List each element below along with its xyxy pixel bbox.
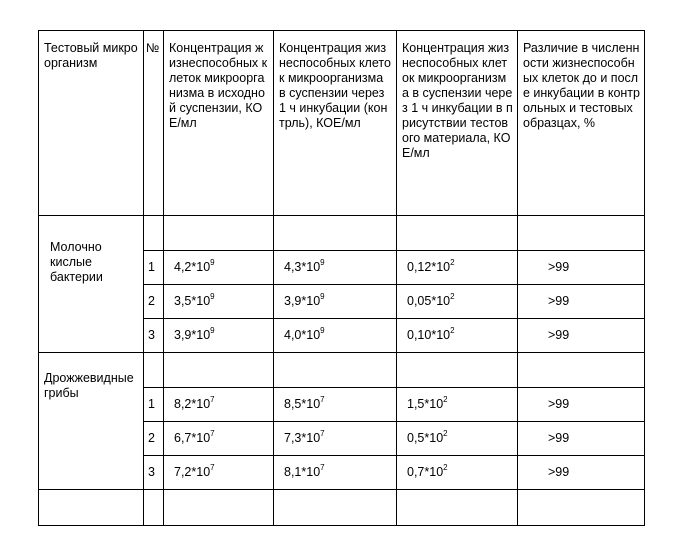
difference-value: >99 — [518, 388, 645, 422]
control-value: $3,9*10^9$ — [274, 285, 397, 319]
initial-value: $8,2*10^7$ — [164, 388, 274, 422]
row-number: 2 — [144, 285, 164, 319]
initial-value: $6,7*10^7$ — [164, 422, 274, 456]
header-test-concentration: Концентрация жизнеспособных клеток микроорганизма в суспензии через 1 ч инкубации в присутствии тестового материала, КОЕ/мл — [397, 31, 518, 216]
header-control-concentration: Концентрация жизнеспособных клеток микроорганизма в суспензии через 1 ч инкубации (контрль), КОЕ/мл — [274, 31, 397, 216]
difference-value: >99 — [518, 456, 645, 490]
group-name-cell — [39, 216, 144, 353]
header-row — [39, 31, 645, 216]
control-value: $4,3*10^9$ — [274, 251, 397, 285]
difference-value: >99 — [518, 422, 645, 456]
header-initial-concentration: Концентрация жизнеспособных клеток микроорганизма в исходной суспензии, КОЕ/мл — [164, 31, 274, 216]
table-bottom-spacer — [39, 490, 645, 526]
difference-value: >99 — [518, 285, 645, 319]
header-number: № — [144, 31, 164, 216]
control-value: $8,1*10^7$ — [274, 456, 397, 490]
row-number: 3 — [144, 456, 164, 490]
initial-value: $7,2*10^7$ — [164, 456, 274, 490]
row-number: 1 — [144, 388, 164, 422]
initial-value: $3,5*10^9$ — [164, 285, 274, 319]
test-value: $0,10*10^2$ — [397, 319, 518, 353]
control-value: $8,5*10^7$ — [274, 388, 397, 422]
difference-value: >99 — [518, 251, 645, 285]
group-spacer — [39, 353, 645, 388]
group-name: Молочно кислые бактерии — [50, 240, 103, 284]
control-value: $4,0*10^9$ — [274, 319, 397, 353]
row-number: 3 — [144, 319, 164, 353]
group-name-cell — [39, 353, 144, 490]
test-value: $0,7*10^2$ — [397, 456, 518, 490]
control-value: $7,3*10^7$ — [274, 422, 397, 456]
header-difference: Различие в численности жизнеспособных клеток до и после инкубации в контрольных и тестовых образцах, % — [518, 31, 645, 216]
test-value: $1,5*10^2$ — [397, 388, 518, 422]
difference-value: >99 — [518, 319, 645, 353]
row-number: 2 — [144, 422, 164, 456]
row-number: 1 — [144, 251, 164, 285]
header-organism: Тестовый микроорганизм — [39, 31, 144, 216]
results-table — [38, 30, 645, 526]
initial-value: $3,9*10^9$ — [164, 319, 274, 353]
test-value: $0,12*10^2$ — [397, 251, 518, 285]
group-name: Дрожжевидные грибы — [44, 371, 134, 400]
test-value: $0,5*10^2$ — [397, 422, 518, 456]
test-value: $0,05*10^2$ — [397, 285, 518, 319]
group-spacer — [39, 216, 645, 251]
initial-value: $4,2*10^9$ — [164, 251, 274, 285]
